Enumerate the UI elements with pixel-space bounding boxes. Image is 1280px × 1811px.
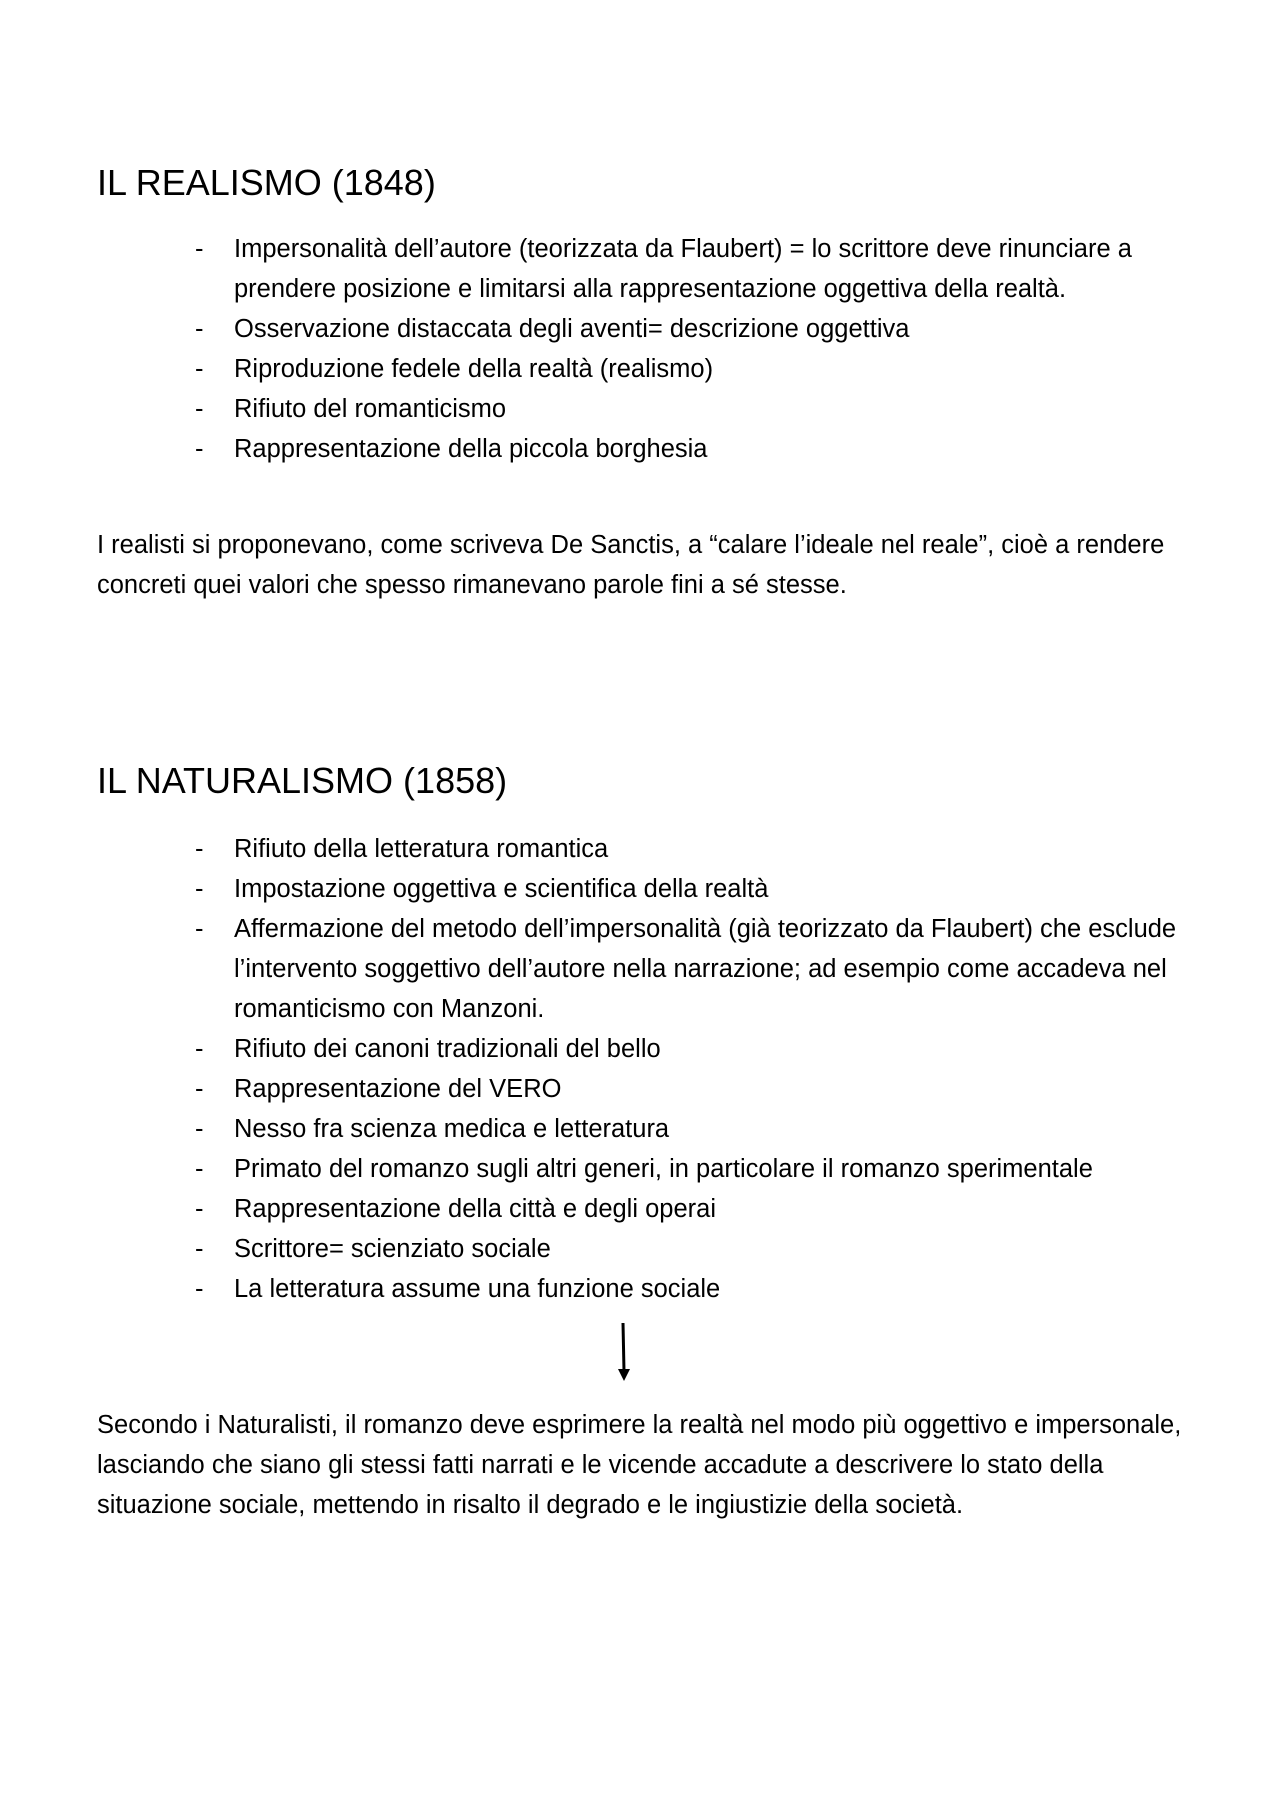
realismo-paragraph: I realisti si proponevano, come scriveva De Sanctis, a “calare l’ideale nel reale”, cioè a rendere concreti quei valori che spesso rimanevano parole fini a sé stesse.: [97, 531, 1165, 599]
list-item: [97, 1029, 1187, 1069]
list-item-text: Rappresentazione della piccola borghesia: [234, 435, 708, 463]
list-item: [97, 1229, 1187, 1269]
arrow-down-icon: [614, 1323, 634, 1383]
naturalismo-list: [97, 829, 1187, 1309]
realismo-title: IL REALISMO (1848): [97, 162, 436, 203]
list-item: [97, 1069, 1187, 1109]
list-marker: -: [195, 1115, 204, 1143]
list-item-text: Impostazione oggettiva e scientifica della realtà: [234, 875, 769, 903]
list-marker: -: [195, 315, 204, 343]
list-item: [97, 229, 1187, 309]
list-item-text: Nesso fra scienza medica e letteratura: [234, 1115, 670, 1143]
list-item: [97, 429, 1187, 469]
list-marker: -: [195, 355, 204, 383]
list-item-text: Primato del romanzo sugli altri generi, in particolare il romanzo sperimentale: [234, 1155, 1093, 1183]
list-item-text: Affermazione del metodo dell’impersonalità (già teorizzato da Flaubert) che esclude l’intervento soggettivo dell’autore nella narrazione; ad esempio come accadeva nel romanticismo con Manzoni.: [234, 915, 1177, 1023]
list-marker: -: [195, 1195, 204, 1223]
list-item: [97, 1109, 1187, 1149]
list-item: [97, 829, 1187, 869]
list-marker: -: [195, 915, 204, 943]
list-item: [97, 909, 1187, 1029]
list-item-text: La letteratura assume una funzione sociale: [234, 1275, 721, 1303]
list-marker: -: [195, 395, 204, 423]
list-item: [97, 869, 1187, 909]
list-item: [97, 1149, 1187, 1189]
list-item: [97, 1189, 1187, 1229]
list-item: [97, 1269, 1187, 1309]
list-item-text: Rifiuto dei canoni tradizionali del bello: [234, 1035, 661, 1063]
list-marker: -: [195, 1235, 204, 1263]
naturalismo-paragraph: Secondo i Naturalisti, il romanzo deve esprimere la realtà nel modo più oggettivo e impersonale, lasciando che siano gli stessi fatti narrati e le vicende accadute a descrivere lo stato della situazione sociale, mettendo in risalto il degrado e le ingiustizie della società.: [97, 1411, 1182, 1519]
list-item-text: Riproduzione fedele della realtà (realismo): [234, 355, 714, 383]
list-marker: -: [195, 1155, 204, 1183]
list-item: [97, 389, 1187, 429]
list-marker: -: [195, 435, 204, 463]
list-item-text: Rappresentazione della città e degli operai: [234, 1195, 716, 1223]
list-item-text: Rifiuto della letteratura romantica: [234, 835, 609, 863]
list-marker: -: [195, 875, 204, 903]
list-marker: -: [195, 835, 204, 863]
list-item-text: Osservazione distaccata degli aventi= descrizione oggettiva: [234, 315, 910, 343]
list-item-text: Impersonalità dell’autore (teorizzata da Flaubert) = lo scrittore deve rinunciare a prendere posizione e limitarsi alla rappresentazione oggettiva della realtà.: [234, 235, 1132, 303]
list-item: [97, 309, 1187, 349]
list-item: [97, 349, 1187, 389]
list-item-text: Rifiuto del romanticismo: [234, 395, 507, 423]
list-marker: -: [195, 235, 204, 263]
realismo-list: [97, 229, 1187, 469]
list-marker: -: [195, 1035, 204, 1063]
list-item-text: Rappresentazione del VERO: [234, 1075, 562, 1103]
list-marker: -: [195, 1275, 204, 1303]
list-item-text: Scrittore= scienziato sociale: [234, 1235, 551, 1263]
naturalismo-title: IL NATURALISMO (1858): [97, 760, 508, 801]
list-marker: -: [195, 1075, 204, 1103]
